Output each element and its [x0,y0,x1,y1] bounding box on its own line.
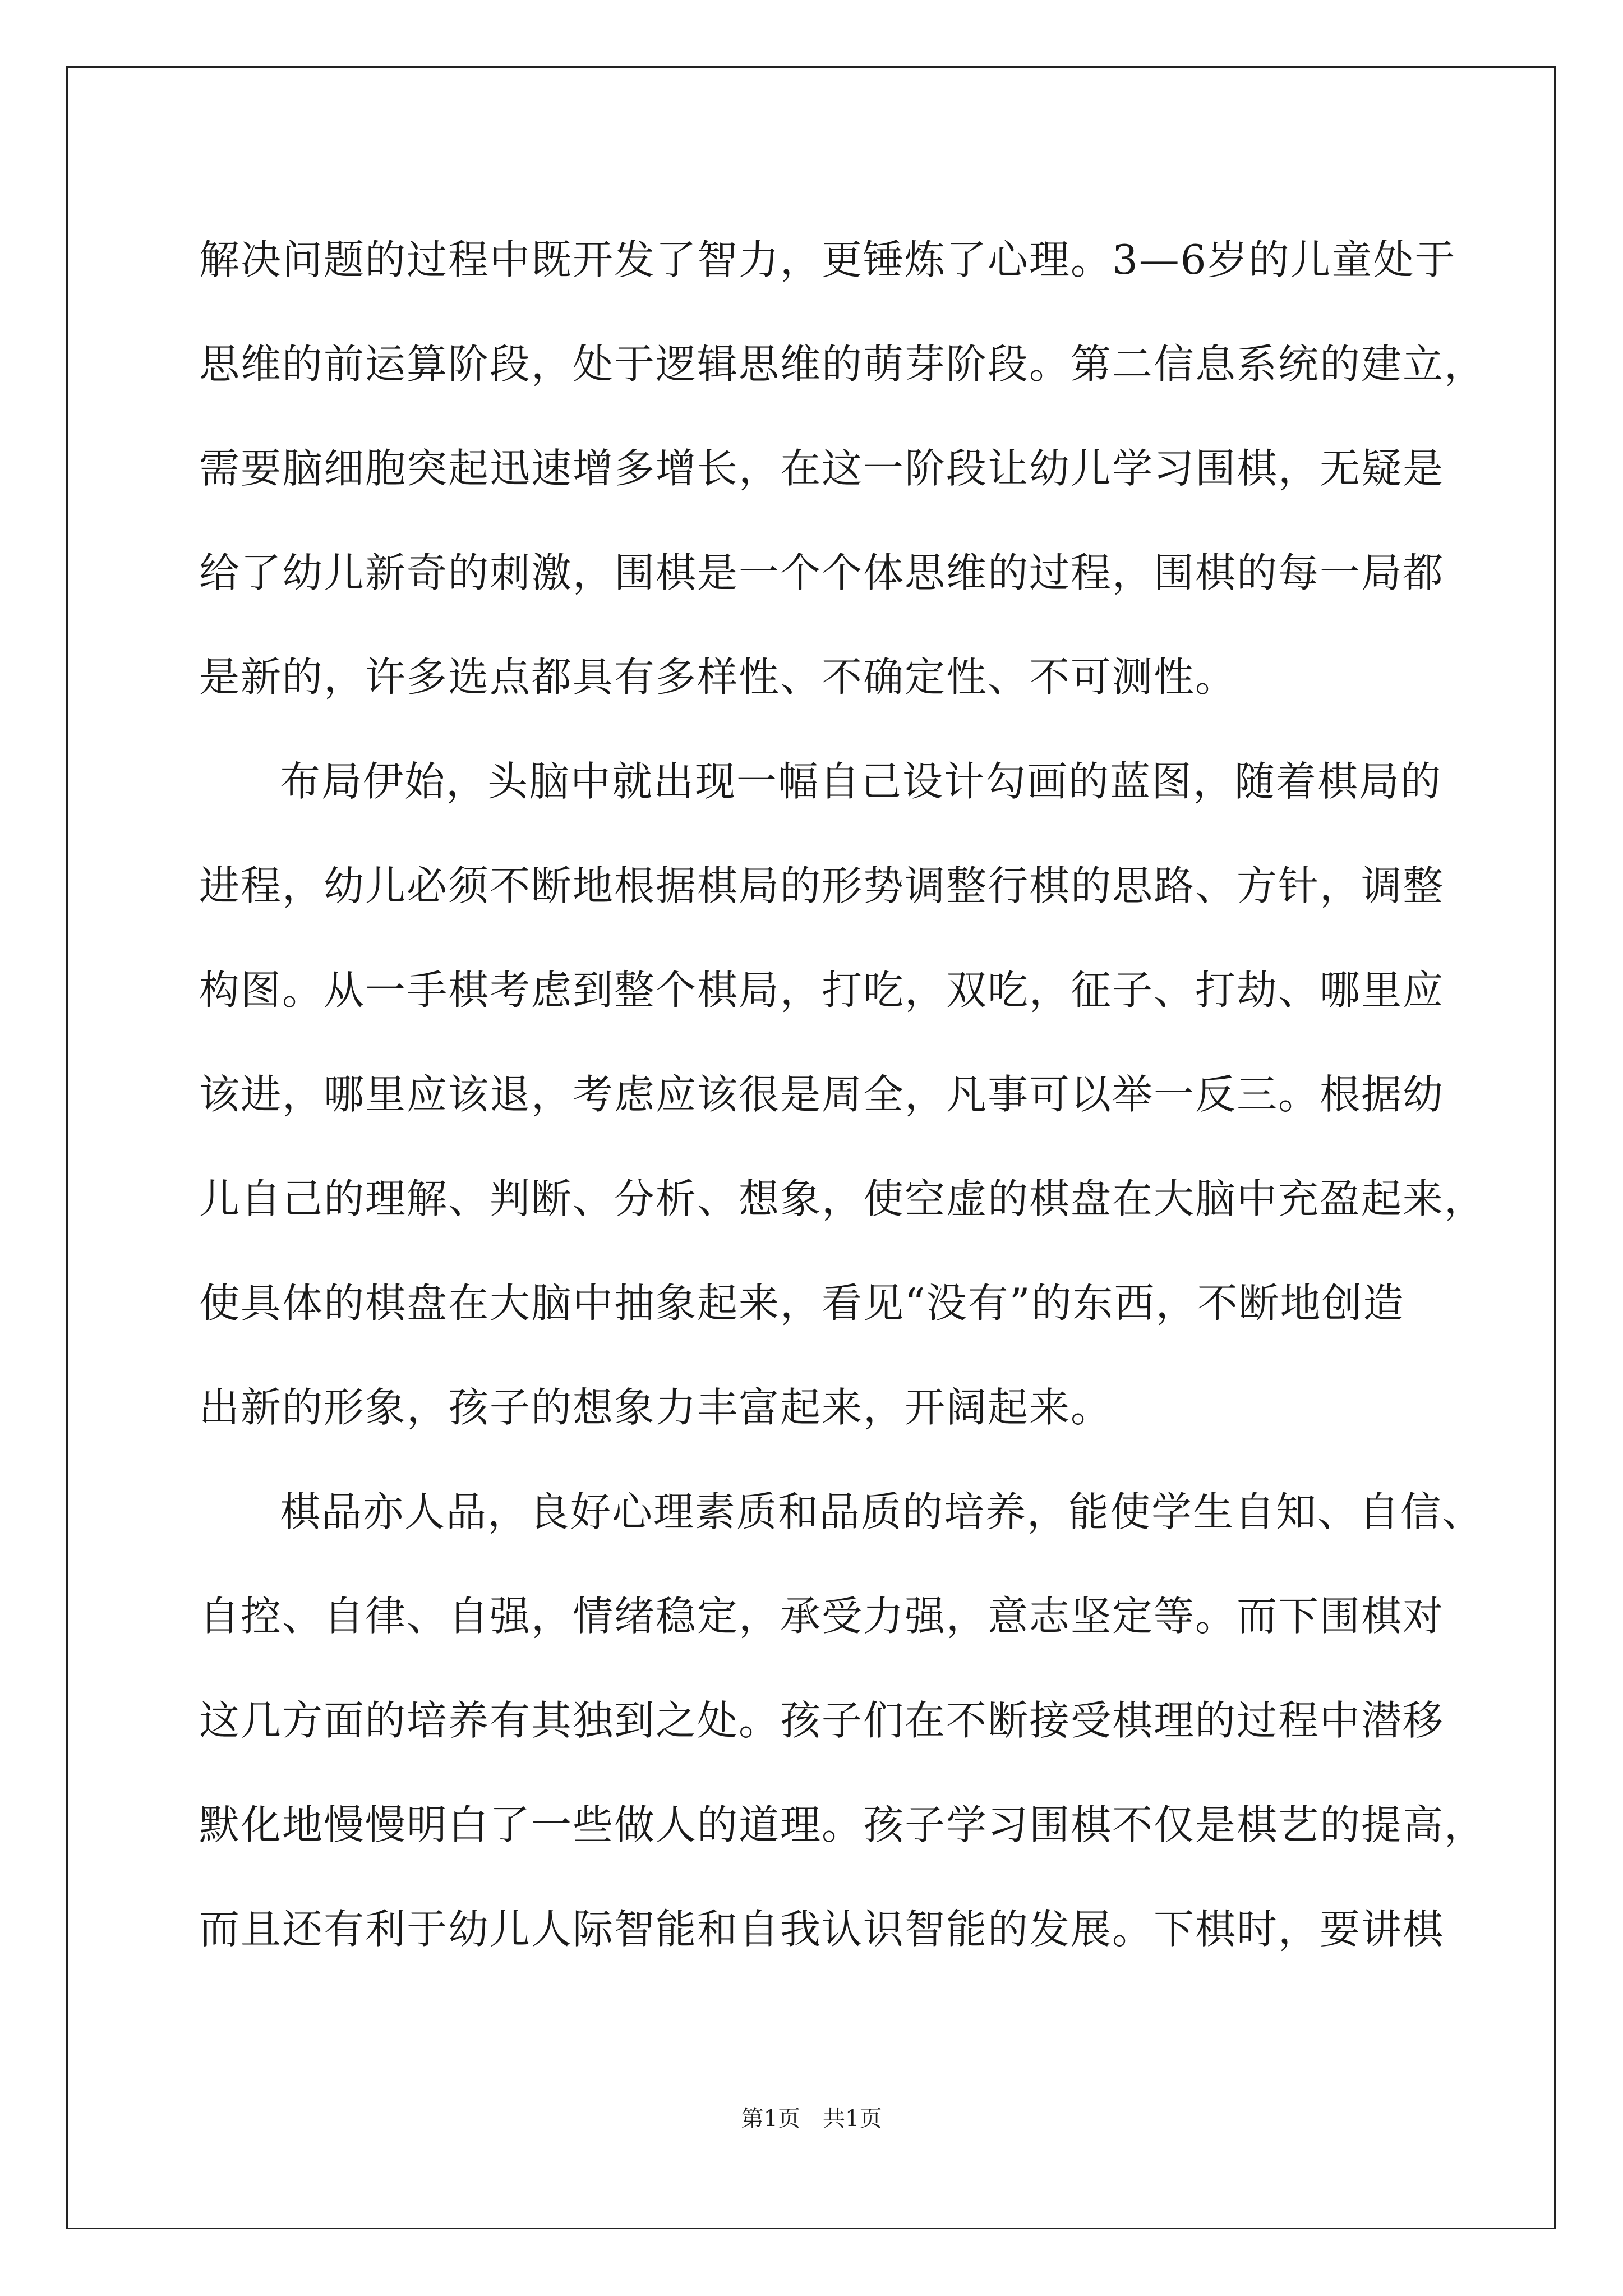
paragraph-2-line-3: 构图。从一手棋考虑到整个棋局，打吃，双吃，征子、打劫、哪里应 [199,967,1445,1014]
document-body [199,208,1486,1981]
paragraph-3-line-3: 这几方面的培养有其独到之处。孩子们在不断接受棋理的过程中潜移 [199,1697,1445,1744]
paragraph-1-line-5: 是新的，许多选点都具有多样性、不确定性、不可测性。 [199,654,1237,701]
paragraph-3-line-4: 默化地慢慢明白了一些做人的道理。孩子学习围棋不仅是棋艺的提高， [199,1801,1486,1848]
paragraph-3-line-1: 棋品亦人品，良好心理素质和品质的培养，能使学生自知、自信、 [280,1488,1484,1535]
paragraph-1-line-1: 解决问题的过程中既开发了智力，更锤炼了心理。3—6岁的儿童处于 [199,236,1456,283]
page-footer [0,2101,1623,2133]
paragraph-2-line-6: 使具体的棋盘在大脑中抽象起来，看见“没有”的东西，不断地创造 [199,1280,1405,1327]
paragraph-1-line-3: 需要脑细胞突起迅速增多增长，在这一阶段让幼儿学习围棋，无疑是 [199,445,1445,492]
paragraph-3-line-2: 自控、自律、自强，情绪稳定，承受力强，意志坚定等。而下围棋对 [199,1593,1445,1640]
paragraph-2-line-1: 布局伊始，头脑中就出现一幅自己设计勾画的蓝图，随着棋局的 [280,758,1442,805]
paragraph-3-line-5: 而且还有利于幼儿人际智能和自我认识智能的发展。下棋时，要讲棋 [199,1906,1445,1953]
page-number-text: 第1页 共1页 [741,2106,882,2132]
paragraph-2-line-4: 该进，哪里应该退，考虑应该很是周全，凡事可以举一反三。根据幼 [199,1071,1445,1118]
paragraph-1-line-4: 给了幼儿新奇的刺激，围棋是一个个体思维的过程，围棋的每一局都 [199,549,1445,596]
paragraph-2-line-5: 儿自己的理解、判断、分析、想象，使空虚的棋盘在大脑中充盈起来， [199,1175,1486,1222]
paragraph-2-line-7: 出新的形象，孩子的想象力丰富起来，开阔起来。 [199,1384,1113,1431]
paragraph-2-line-2: 进程，幼儿必须不断地根据棋局的形势调整行棋的思路、方针，调整 [199,862,1445,909]
paragraph-1-line-2: 思维的前运算阶段，处于逻辑思维的萌芽阶段。第二信息系统的建立， [199,341,1486,388]
